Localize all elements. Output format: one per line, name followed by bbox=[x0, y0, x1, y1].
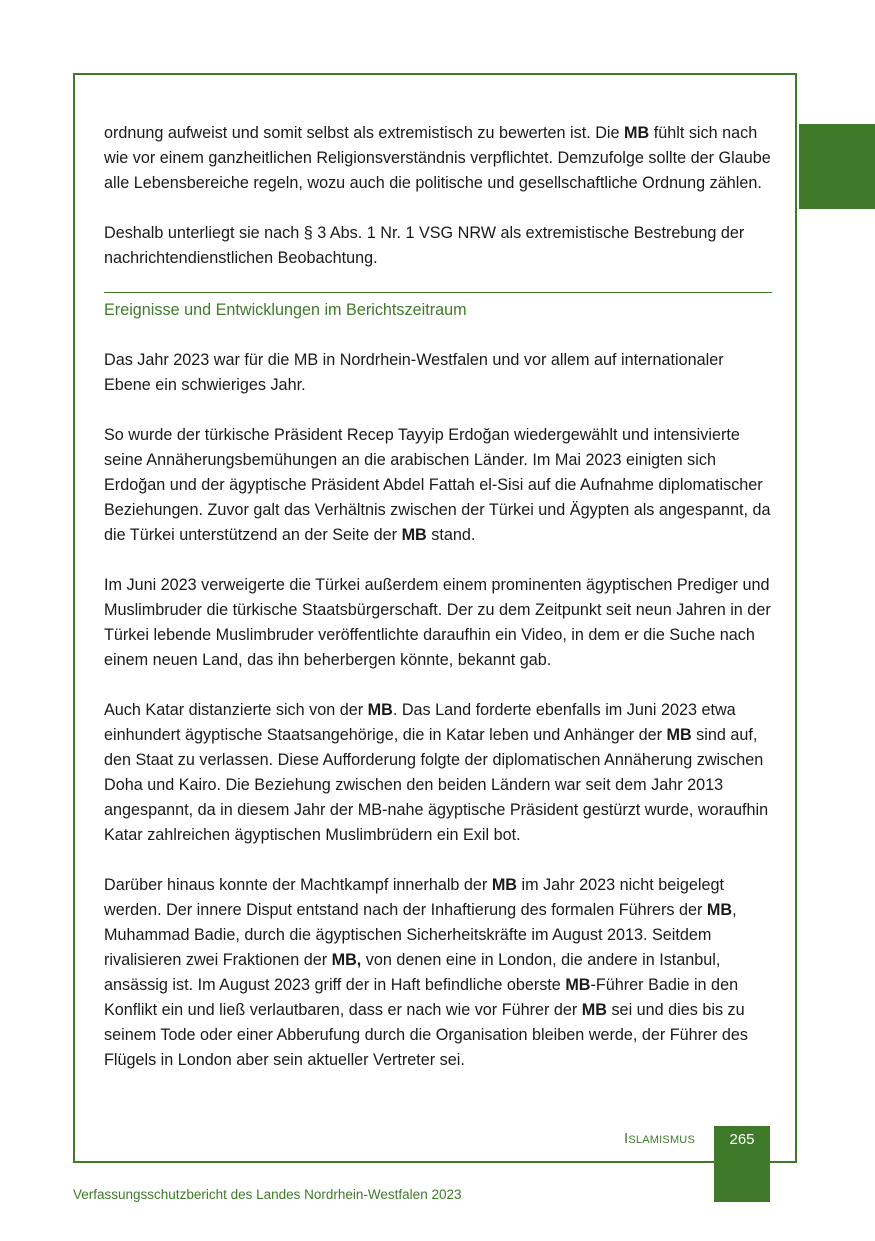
paragraph-2 bbox=[104, 221, 772, 271]
text-run: So wurde der türkische Präsident Recep Tayyip Erdoğan wiedergewählt und intensivierte seine Annäherungsbemühungen an die arabischen Länder. Im Mai 2023 einigten sich Erdoğan und der ägyptische Präsident Abdel Fattah el-Sisi auf die Aufnahme diplomatischer Beziehungen. Zuvor galt das Verhältnis zwischen der Türkei und Ägypten als angespannt, da die Türkei unterstützend an der Seite der bbox=[104, 426, 771, 544]
bold-abbreviation: MB bbox=[666, 726, 692, 744]
bold-abbreviation: MB bbox=[491, 876, 518, 894]
text-run: sind auf, den Staat zu verlassen. Diese Aufforderung folgte der diplomatischen Annäherung zwischen Doha und Kairo. Die Beziehung zwischen den beiden Ländern war seit dem Jahr 2013 angespannt, da in diesem Jahr der MB-nahe ägyptische Präsident gestürzt wurde, woraufhin Katar zahlreichen ägyptischen Muslimbrüdern ein Exil bot. bbox=[104, 726, 769, 844]
bold-abbreviation: MB bbox=[565, 976, 591, 994]
running-section-label: Islamismus bbox=[624, 1130, 695, 1147]
text-run: Darüber hinaus konnte der Machtkampf innerhalb der bbox=[104, 876, 492, 894]
text-run: Auch Katar distanzierte sich von der bbox=[104, 701, 368, 719]
text-run: fühlt sich nach wie vor einem ganzheitlichen Religionsverständnis verpflichtet. Demzufolge sollte der Glaube alle Lebensbereiche regeln, wozu auch die politische und gesellschaftliche Ordnung zählen. bbox=[104, 124, 771, 192]
bold-abbreviation: MB, bbox=[331, 951, 362, 969]
side-tab-marker bbox=[799, 124, 875, 209]
text-run: im Jahr 2023 nicht beigelegt werden. Der innere Disput entstand nach der Inhaftierung des formalen Führers der bbox=[104, 876, 724, 919]
text-run: Deshalb unterliegt sie nach § 3 Abs. 1 Nr. 1 VSG NRW als extremistische Bestrebung der nachrichtendienstlichen Beobachtung. bbox=[104, 224, 745, 267]
paragraph-7 bbox=[104, 873, 772, 1073]
section-heading: Ereignisse und Entwicklungen im Berichtszeitraum bbox=[104, 301, 467, 319]
text-run: . Das Land forderte ebenfalls im Juni 2023 etwa einhundert ägyptische Staatsangehörige, die in Katar leben und Anhänger der bbox=[104, 701, 736, 744]
paragraph-1 bbox=[104, 121, 772, 196]
text-run: , Muhammad Badie, durch die ägyptischen Sicherheitskräfte im August 2013. Seitdem rivalisieren zwei Fraktionen der bbox=[104, 901, 737, 969]
bold-abbreviation: MB bbox=[624, 124, 650, 142]
bold-abbreviation: MB bbox=[367, 701, 393, 719]
bold-abbreviation: MB bbox=[401, 526, 427, 544]
main-content bbox=[104, 121, 772, 1098]
paragraph-4 bbox=[104, 423, 772, 548]
paragraph-6 bbox=[104, 698, 772, 848]
text-run: Im Juni 2023 verweigerte die Türkei außerdem einem prominenten ägyptischen Prediger und Muslimbruder die türkische Staatsbürgerschaft. Der zu dem Zeitpunkt seit neun Jahren in der Türkei lebende Muslimbruder veröffentlichte daraufhin ein Video, in dem er die Suche nach einem neuen Land, das ihn beherbergen könnte, bekannt gab. bbox=[104, 576, 771, 669]
text-run: sei und dies bis zu seinem Tode oder einer Abberufung durch die Organisation bleiben werde, der Führer des Flügels in London aber sein aktueller Vertreter sei. bbox=[104, 1001, 749, 1069]
text-run: Das Jahr 2023 war für die MB in Nordrhein-Westfalen und vor allem auf internationaler Ebene ein schwieriges Jahr. bbox=[104, 351, 724, 394]
bold-abbreviation: MB bbox=[581, 1001, 607, 1019]
text-run: stand. bbox=[426, 526, 476, 544]
page-number: 265 bbox=[729, 1131, 755, 1148]
text-run: -Führer Badie in den Konflikt ein und ließ verlautbaren, dass er nach wie vor Führer der bbox=[104, 976, 739, 1019]
bold-abbreviation: MB bbox=[706, 901, 733, 919]
text-run: ordnung aufweist und somit selbst als extremistisch zu bewerten ist. Die bbox=[104, 124, 625, 142]
paragraph-3 bbox=[104, 348, 772, 398]
section-divider bbox=[104, 292, 772, 293]
paragraph-5 bbox=[104, 573, 772, 673]
report-title: Verfassungsschutzbericht des Landes Nordrhein-Westfalen 2023 bbox=[73, 1187, 462, 1202]
text-run: von denen eine in London, die andere in Istanbul, ansässig ist. Im August 2023 griff der in Haft befindliche oberste bbox=[104, 951, 721, 994]
